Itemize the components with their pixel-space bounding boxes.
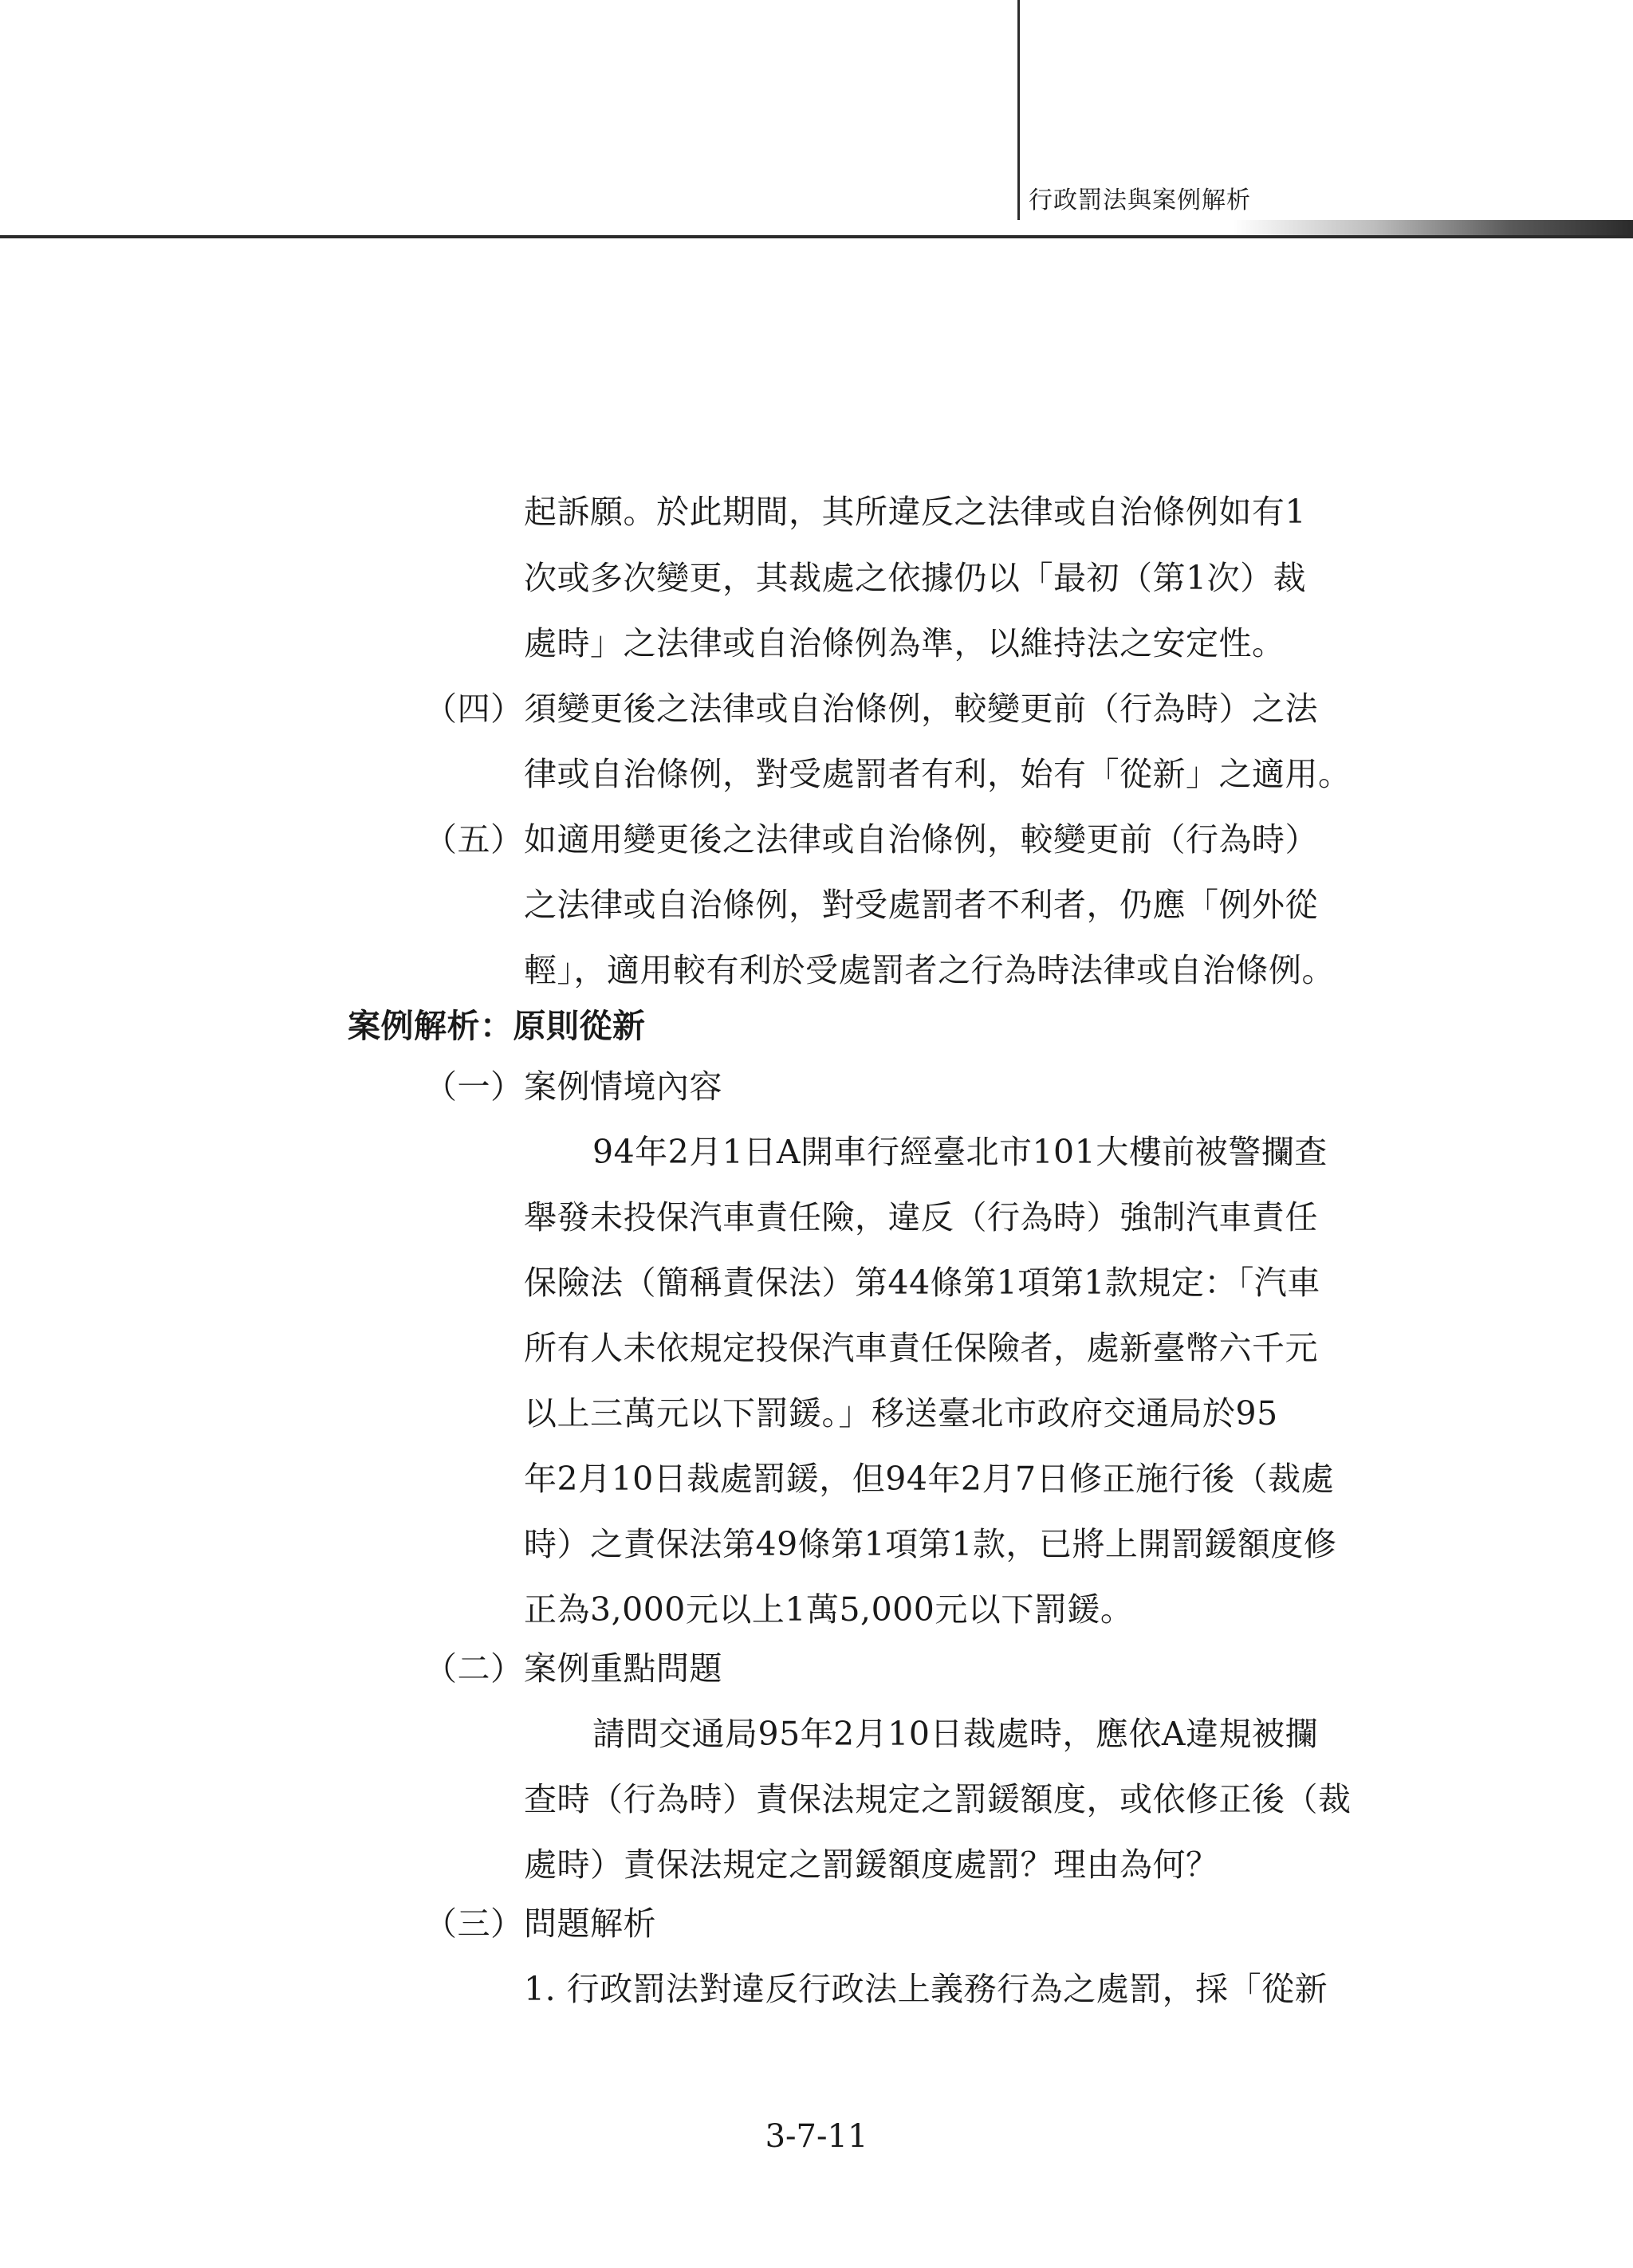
paragraph-line: 保險法（簡稱責保法）第44條第1項第1款規定：「汽車 — [524, 1264, 1320, 1302]
list-item-line: 之法律或自治條例，對受處罰者不利者，仍應「例外從 — [524, 886, 1318, 924]
page-number: 3-7-11 — [765, 2118, 868, 2155]
list-item-line: 輕」，適用較有利於受處罰者之行為時法律或自治條例。 — [524, 951, 1335, 989]
paragraph-line: 起訴願。於此期間，其所違反之法律或自治條例如有1 — [524, 493, 1307, 531]
paragraph-line: 所有人未依規定投保汽車責任保險者，處新臺幣六千元 — [524, 1329, 1318, 1367]
paragraph-line: 處時」之法律或自治條例為準，以維持法之安定性。 — [524, 624, 1285, 662]
paragraph-line: 94年2月1日A開車行經臺北市101大樓前被警攔查 — [592, 1133, 1328, 1171]
paragraph-line: 年2月10日裁處罰鍰，但94年2月7日修正施行後（裁處 — [524, 1460, 1335, 1498]
header-horizontal-rule — [0, 235, 1633, 238]
list-marker: （四） — [424, 690, 524, 728]
paragraph-line: 時）之責保法第49條第1項第1款，已將上開罰鍰額度修 — [524, 1525, 1337, 1563]
paragraph-line: 處時）責保法規定之罰鍰額度處罰？理由為何？ — [524, 1845, 1219, 1884]
paragraph-line: 1. 行政罰法對違反行政法上義務行為之處罰，採「從新 — [524, 1970, 1328, 2008]
paragraph-line: 以上三萬元以下罰鍰。」移送臺北市政府交通局於95 — [524, 1394, 1278, 1433]
paragraph-line: 查時（行為時）責保法規定之罰鍰額度，或依修正後（裁 — [524, 1780, 1352, 1818]
list-item-line: 律或自治條例，對受處罰者有利，始有「從新」之適用。 — [524, 755, 1352, 793]
section-heading: 案例解析：原則從新 — [348, 1007, 646, 1045]
sub-marker: （一） — [424, 1067, 524, 1106]
list-marker: （五） — [424, 820, 524, 859]
running-header-title: 行政罰法與案例解析 — [1029, 187, 1251, 214]
sub-marker: （二） — [424, 1649, 524, 1688]
sub-title: 案例情境內容 — [524, 1067, 722, 1106]
paragraph-line: 次或多次變更，其裁處之依據仍以「最初（第1次）裁 — [524, 559, 1307, 597]
paragraph-line: 舉發未投保汽車責任險，違反（行為時）強制汽車責任 — [524, 1198, 1318, 1236]
sub-title: 案例重點問題 — [524, 1649, 722, 1688]
header-vertical-rule — [1017, 0, 1020, 237]
list-item-line: 如適用變更後之法律或自治條例，較變更前（行為時） — [524, 820, 1318, 859]
list-item-line: 須變更後之法律或自治條例，較變更前（行為時）之法 — [524, 690, 1318, 728]
sub-title: 問題解析 — [524, 1904, 656, 1943]
paragraph-line: 請問交通局95年2月10日裁處時，應依A違規被攔 — [592, 1715, 1319, 1753]
sub-marker: （三） — [424, 1904, 524, 1943]
paragraph-line: 正為3,000元以上1萬5,000元以下罰鍰。 — [524, 1590, 1134, 1629]
